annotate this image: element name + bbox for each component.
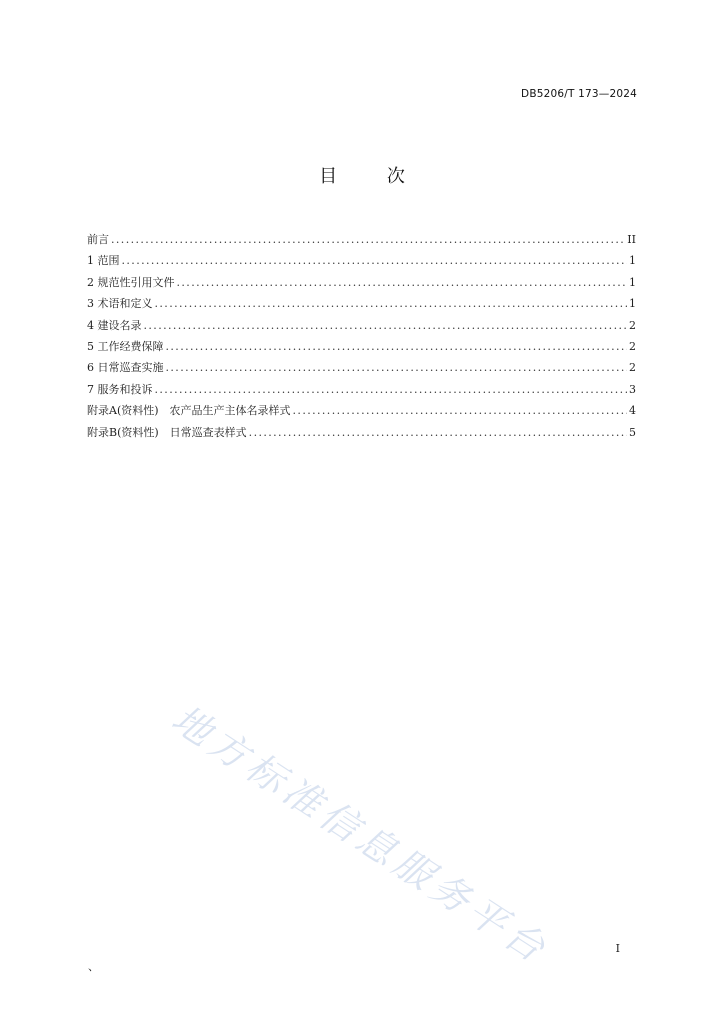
toc-entry-label: 6 日常巡查实施 [87,361,164,375]
toc-entry-page: II [627,233,636,246]
toc-entry-daily-inspection[interactable] [87,359,636,380]
toc-entry-appendix-b[interactable] [87,424,636,445]
toc-entry-label: 7 服务和投诉 [87,382,153,396]
toc-entry-label: 附录A(资料性) 农产品生产主体名录样式 [87,404,291,418]
toc-entry-funding[interactable] [87,338,636,359]
toc-leader-dots [177,276,628,289]
toc-entry-normative-references[interactable] [87,274,636,295]
toc-leader-dots [249,426,627,439]
toc-entry-page: 3 [629,382,636,396]
standard-code: DB5206/T 173—2024 [521,88,637,100]
toc-entry-label: 2 规范性引用文件 [87,275,175,289]
table-of-contents [87,231,636,445]
toc-entry-terms-definitions[interactable] [87,295,636,316]
toc-leader-dots [111,233,625,246]
toc-entry-page: 2 [629,318,636,332]
watermark-text: 地方标准信息服务平台 [164,696,558,974]
toc-entry-page: 5 [629,425,636,439]
toc-leader-dots [166,340,628,353]
toc-entry-label: 1 范围 [87,254,120,268]
toc-leader-dots [155,383,628,396]
toc-entry-page: 1 [629,297,636,311]
toc-leader-dots [144,319,628,332]
toc-leader-dots [122,254,628,267]
toc-entry-page: 1 [629,275,636,289]
toc-entry-label: 3 术语和定义 [87,297,153,311]
toc-entry-page: 2 [629,361,636,375]
toc-entry-label: 前言 [87,233,109,246]
toc-leader-dots [166,361,628,374]
toc-entry-service-complaints[interactable] [87,381,636,402]
toc-entry-page: 1 [629,254,636,268]
toc-leader-dots [293,404,627,417]
page-title: 目 次 [319,166,427,187]
corner-mark: 、 [88,960,99,973]
toc-entry-page: 2 [629,339,636,353]
toc-entry-directory-construction[interactable] [87,317,636,338]
page-number: I [615,942,620,955]
toc-entry-appendix-a[interactable] [87,402,636,423]
toc-entry-label: 5 工作经费保障 [87,339,164,353]
toc-entry-scope[interactable] [87,252,636,273]
toc-entry-foreword[interactable] [87,231,636,252]
toc-leader-dots [155,297,628,310]
toc-entry-page: 4 [629,404,636,418]
toc-entry-label: 4 建设名录 [87,318,142,332]
toc-entry-label: 附录B(资料性) 日常巡查表样式 [87,425,247,439]
